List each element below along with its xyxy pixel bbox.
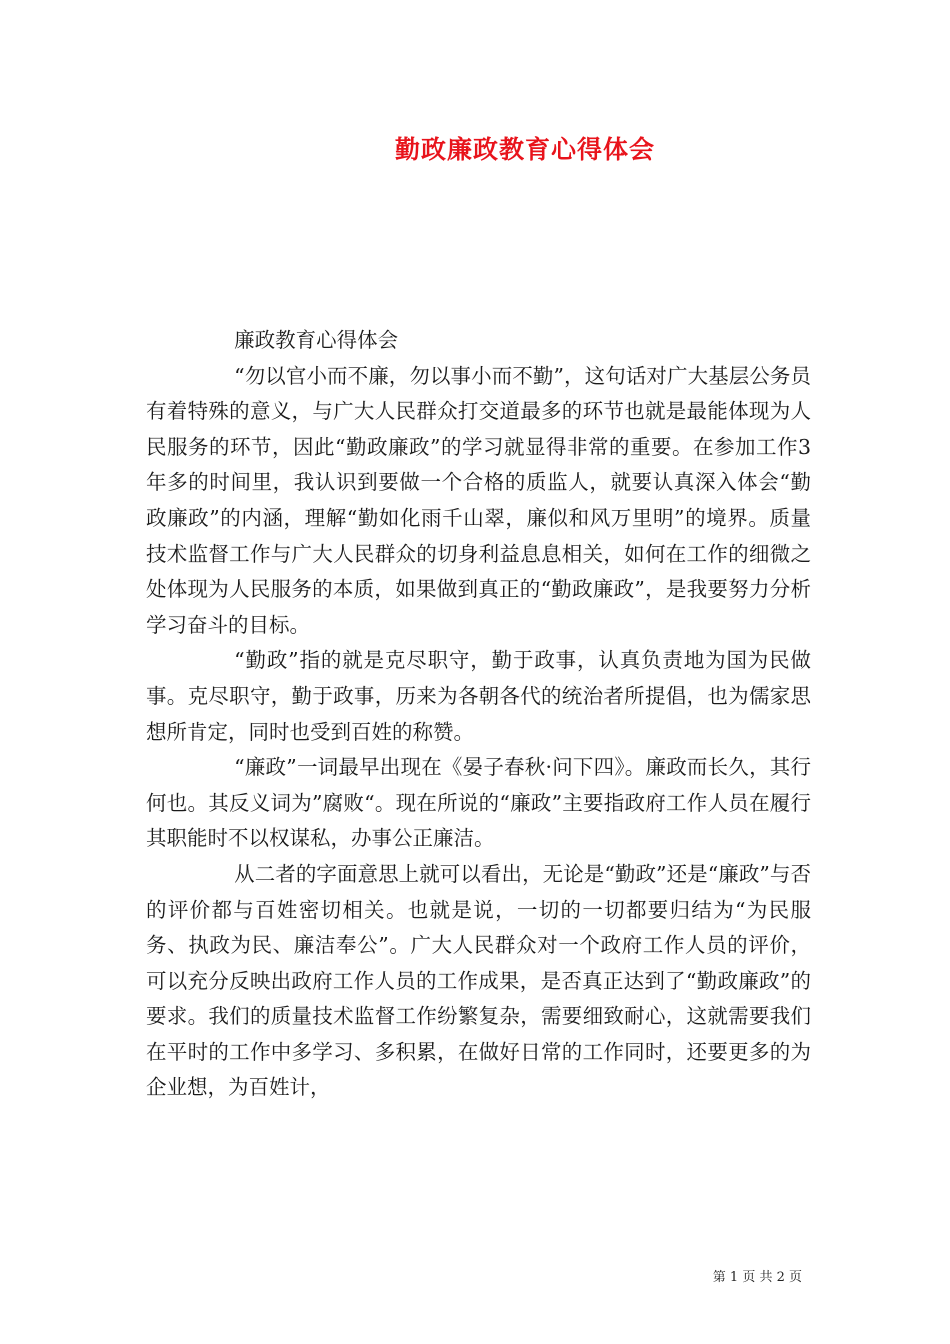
paragraph: “勤政”指的就是克尽职守，勤于政事，认真负责地为国为民做事。克尽职守，勤于政事，历来为各朝各代的统治者所提倡，也为儒家思想所肯定，同时也受到百姓的称赞。 [146, 648, 811, 744]
document-title: 勤政廉政教育心得体会 [394, 135, 655, 164]
page-number: 第 1 页 共 2 页 [712, 1270, 802, 1285]
document-body [146, 323, 811, 1106]
paragraph: 从二者的字面意思上就可以看出，无论是“勤政”还是“廉政”与否的评价都与百姓密切相关。也就是说，一切的一切都要归结为“为民服务、执政为民、廉洁奉公”。广大人民群众对一个政府工作人员的评价，可以充分反映出政府工作人员的工作成果，是否真正达到了“勤政廉政”的要求。我们的质量技术监督工作纷繁复杂，需要细致耐心，这就需要我们在平时的工作中多学习、多积累，在做好日常的工作同时，还要更多的为企业想，为百姓计， [146, 861, 811, 1100]
paragraph: “勿以官小而不廉，勿以事小而不勤”，这句话对广大基层公务员有着特殊的意义，与广大人民群众打交道最多的环节也就是最能体现为人民服务的环节，因此“勤政廉政”的学习就显得非常的重要。在参加工作3年多的时间里，我认识到要做一个合格的质监人，就要认真深入体会“勤政廉政”的内涵，理解“勤如化雨千山翠，廉似和风万里明”的境界。质量技术监督工作与广大人民群众的切身利益息息相关，如何在工作的细微之处体现为人民服务的本质，如果做到真正的“勤政廉政”，是我要努力分析学习奋斗的目标。 [146, 363, 811, 637]
paragraph: “廉政”一词最早出现在《晏子春秋·问下四》。廉政而长久，其行何也。其反义词为”腐败“。现在所说的“廉政”主要指政府工作人员在履行其职能时不以权谋私，办事公正廉洁。 [146, 755, 811, 851]
document-subtitle: 廉政教育心得体会 [234, 328, 399, 352]
